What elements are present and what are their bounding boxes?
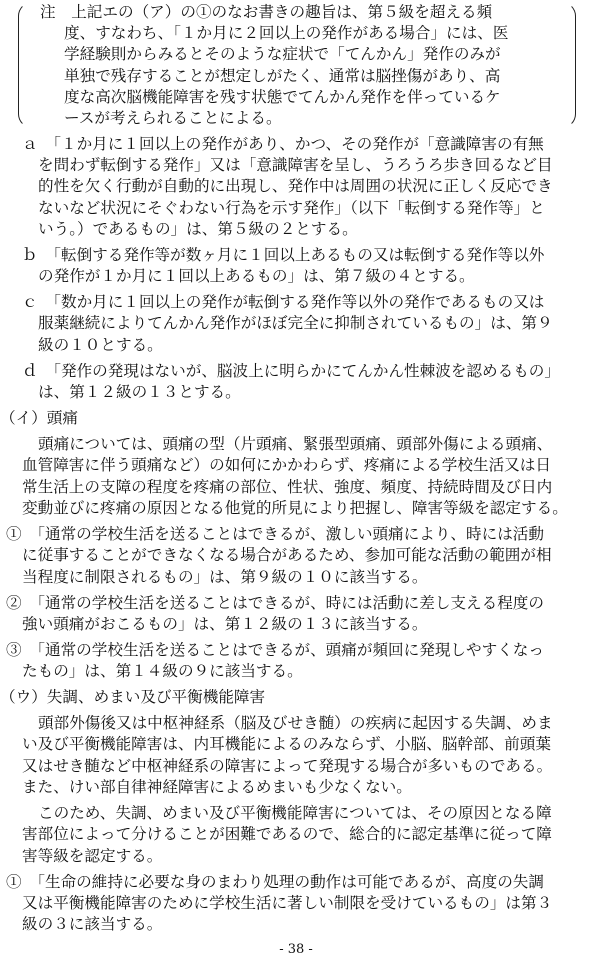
item-a-line: ないなど状況にそぐわない行為を示す発作」（以下「転倒する発作等」と [38,199,545,217]
section-para-line: 血管障害に伴う頭痛など）の如何にかかわらず、疼痛による学校生活又は日 [22,456,551,474]
note-line: 学経験則からみるとそのような症状で「てんかん」発作のみが [64,45,501,63]
list-item-line: に従事することができなくなる場合があるため、参加可能な活動の範囲が相 [22,546,552,564]
item-c-line: 服薬継続によりてんかん発作がほぼ完全に抑制されているもの」は、第９ [38,314,553,332]
list-item-line: 級の３に該当する。 [22,915,163,933]
section-para-line: 常生活上の支障の程度を疼痛の部位、性状、強度、頻度、持続時間及び日内 [22,478,553,496]
section-para-line: 害部位によって分けることが困難であるので、総合的に認定基準に従って障 [22,825,552,843]
item-d-line: ｄ 「発作の発現はないが、脳波上に明らかにてんかん性棘波を認めるもの」 [22,362,560,380]
item-a-line: 的性を欠く行動が自動的に出現し、発作中は周囲の状況に正しく反応でき [38,177,553,195]
item-b-line: ｂ 「転倒する発作等が数ヶ月に１回以上あるもの又は転倒する発作等以外 [22,246,545,264]
section-para-line: い及び平衡機能障害は、内耳機能によるのみならず、小脳、脳幹部、前頭葉 [22,735,551,753]
item-b-line: の発作が１か月に１回以上あるもの」は、第７級の４とする。 [38,267,475,285]
section-heading: （イ）頭痛 [0,409,78,427]
list-item-line: 又は平衡機能障害のために学校生活に著しい制限を受けているもの」は第３ [22,894,553,912]
list-item-line: 強い頭痛がおこるもの」は、第１２級の１３に該当する。 [22,615,428,633]
note-line: 注 上記エの（ア）の①のなお書きの趣旨は、第５級を超える頻 [40,3,493,21]
item-c-line: ｃ 「数か月に１回以上の発作が転倒する発作等以外の発作であるもの又は [22,293,545,311]
item-d-line: は、第１２級の１３とする。 [38,383,241,401]
item-a-line: を問わず転倒する発作」又は「意識障害を呈し、うろうろ歩き回るなど目 [38,156,553,174]
section-para-line: 又はせき髄など中枢神経系の障害によって発現する場合が多いものである。 [22,757,553,775]
item-a-line: ａ 「１か月に１回以上の発作があり、かつ、その発作が「意識障害の有無 [22,135,544,153]
list-item-line: 当程度に制限されるもの」は、第９級の１０に該当する。 [22,568,428,586]
section-para-line: また、けい部自律神経障害によるめまいも少なくない。 [22,778,412,796]
item-a-line: いう。）であるもの」は、第５級の２とする。 [38,220,358,238]
item-c-line: 級の１０とする。 [38,336,163,354]
section-para-line: 変動並びに疼痛の原因となる他覚的所見により把握し、障害等級を認定する。 [22,499,568,517]
note-line: 単独で残存することが想定しがたく、通常は脳挫傷があり、高 [64,67,501,85]
list-item-line: ③ 「通常の学校生活を送ることはできるが、頭痛が頻回に発現しやすくなっ [6,641,544,659]
section-para-line: 頭部外傷後又は中枢神経系（脳及びせき髄）の疾病に起因する失調、めま [38,714,553,732]
list-item-line: ① 「通常の学校生活を送ることはできるが、激しい頭痛により、時には活動 [6,525,544,543]
section-para-line: 害等級を認定する。 [22,847,163,865]
list-item-line: ① 「生命の維持に必要な身のまわり処理の動作は可能であるが、高度の失調 [6,873,544,891]
note-line: 度な高次脳機能障害を残す状態でてんかん発作を伴っているケ [64,88,501,106]
note-line: 度、すなわち、「１か月に２回以上の発作がある場合」には、医 [64,24,509,42]
section-para-line: 頭痛については、頭痛の型（片頭痛、緊張型頭痛、頭部外傷による頭痛、 [38,435,553,453]
section-heading: （ウ）失調、めまい及び平衡機能障害 [0,688,266,706]
note-line: ースが考えられることによる。 [64,109,282,127]
section-para-line: このため、失調、めまい及び平衡機能障害については、その原因となる障 [38,804,552,822]
list-item-line: たもの」は、第１４級の９に該当する。 [22,662,303,680]
list-item-line: ② 「通常の学校生活を送ることはできるが、時には活動に差し支える程度の [6,594,544,612]
page-number: - 38 - [279,942,313,957]
